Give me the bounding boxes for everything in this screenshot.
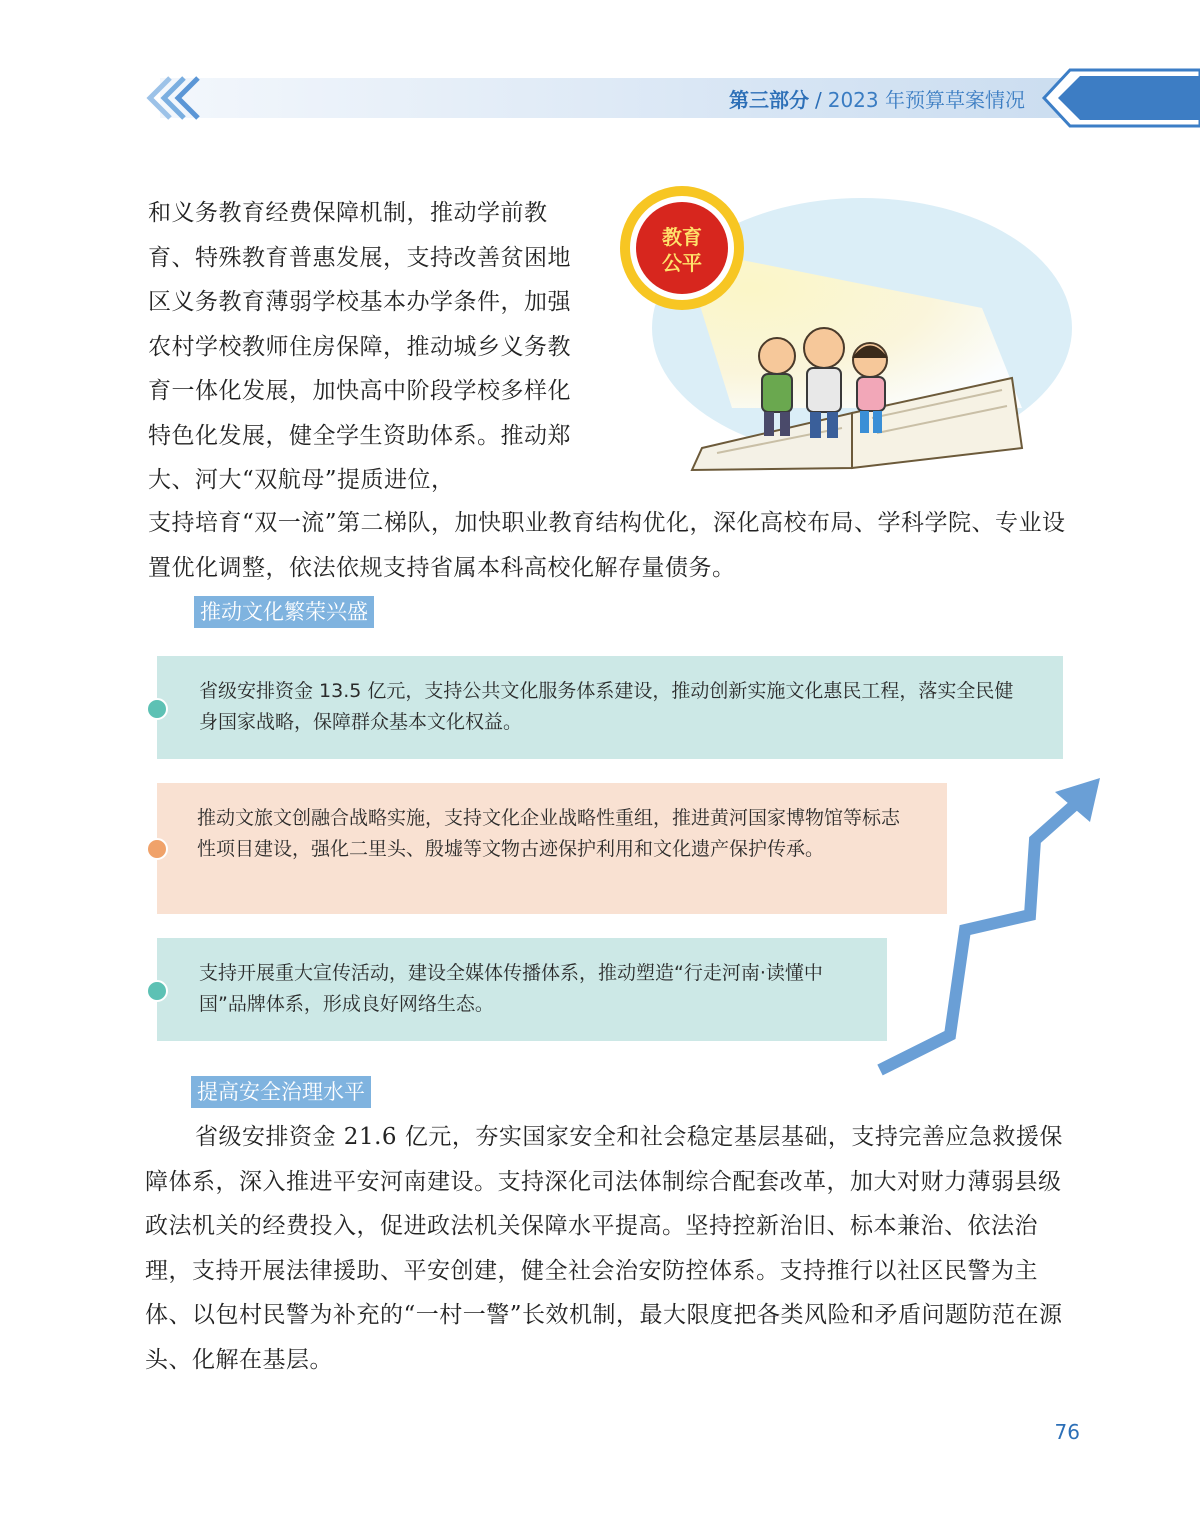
education-paragraph-full: 支持培育“双一流”第二梯队，加快职业教育结构优化，深化高校布局、学科学院、专业设置优化调整，依法依规支持省属本科高校化解存量债务。 xyxy=(148,510,1066,581)
culture-item-2 xyxy=(157,783,947,914)
culture-item-1-text: 省级安排资金 13.5 亿元，支持公共文化服务体系建设，推动创新实施文化惠民工程，落实全民健身国家战略，保障群众基本文化权益。 xyxy=(199,680,1014,733)
page-number: 76 xyxy=(1054,1420,1080,1444)
header-right-chevron-icon xyxy=(1040,68,1200,128)
education-fairness-illustration xyxy=(602,178,1072,478)
culture-item-3 xyxy=(157,938,887,1041)
badge-line-2: 公平 xyxy=(662,251,702,275)
culture-item-1 xyxy=(157,656,1063,759)
culture-item-2-text: 推动文旅文创融合战略实施，支持文化企业战略性重组，推进黄河国家博物馆等标志性项目建设，强化二里头、殷墟等文物古迹保护利用和文化遗产保护传承。 xyxy=(197,807,901,860)
safety-paragraph: 省级安排资金 21.6 亿元，夯实国家安全和社会稳定基层基础，支持完善应急救援保障体系，深入推进平安河南建设。支持深化司法体制综合配套改革，加大对财力薄弱县级政法机关的经费投入，促进政法机关保障水平提高。坚持控新治旧、标本兼治、依法治理，支持开展法律援助、平安创建，健全社会治安防控体系。支持推行以社区民警为主体、以包村民警为补充的“一村一警”长效机制，最大限度把各类风险和矛盾问题防范在源头、化解在基层。 xyxy=(145,1124,1063,1373)
culture-item-3-text: 支持开展重大宣传活动，建设全媒体传播体系，推动塑造“行走河南·读懂中国”品牌体系，形成良好网络生态。 xyxy=(199,962,823,1015)
header-title xyxy=(729,84,1025,114)
badge-line-1: 教育 xyxy=(662,225,702,249)
education-paragraph-wrapped: 和义务教育经费保障机制，推动学前教育、特殊教育普惠发展，支持改善贫困地区义务教育薄弱学校基本办学条件，加强农村学校教师住房保障，推动城乡义务教育一体化发展，加快高中阶段学校多样化特色化发展，健全学生资助体系。推动郑大、河大“双航母”提质进位， xyxy=(148,200,571,493)
header-part: 第三部分 xyxy=(728,88,809,112)
teal-bullet-icon xyxy=(146,698,168,720)
double-chevron-left-icon xyxy=(140,74,200,122)
safety-heading: 提高安全治理水平 xyxy=(191,1076,371,1108)
teal-bullet-icon xyxy=(146,980,168,1002)
header-separator: / xyxy=(814,88,822,112)
header-subtitle: 2023 年预算草案情况 xyxy=(827,88,1025,112)
orange-bullet-icon xyxy=(146,838,168,860)
rising-arrow-icon xyxy=(870,770,1110,1080)
culture-heading: 推动文化繁荣兴盛 xyxy=(194,596,374,628)
